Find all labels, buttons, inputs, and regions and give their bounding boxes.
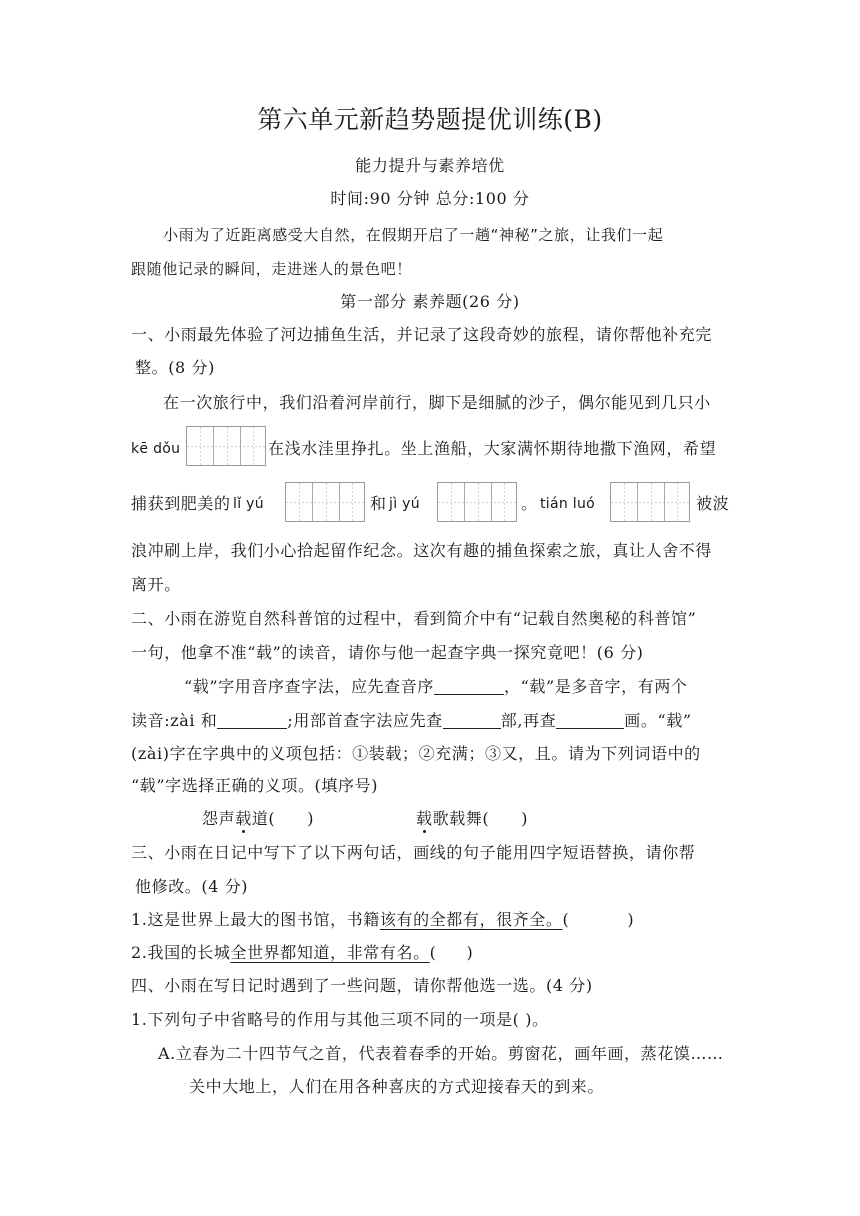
question-3-item: 2.我国的长城全世界都知道，非常有名。( ) (131, 943, 474, 962)
question-1-passage: 在一次旅行中，我们沿着河岸前行，脚下是细腻的沙子，偶尔能见到几只小 (163, 393, 711, 412)
question-3-item: 1.这是世界上最大的图书馆，书籍该有的全都有，很齐全。( ) (131, 910, 635, 929)
question-2-line: “载”字用音序查字法，应先查音序 ，“载”是多音字，有两个 (184, 677, 688, 696)
character-grid[interactable] (437, 482, 517, 522)
word-item: 载歌载舞( ) (416, 809, 529, 828)
question-2-line: 读音:zài 和 ;用部首查字法应先查 部,再查 画。“载” (131, 711, 692, 730)
question-1-passage: 被波 (696, 494, 730, 513)
character-grid[interactable] (285, 482, 365, 522)
character-grid[interactable] (186, 426, 266, 466)
question-3-stem: 三、小雨在日记中写下了以下两句话，画线的句子能用四字短语替换，请你帮 (131, 843, 696, 862)
question-1-passage: 在浅水洼里挣扎。坐上渔船，大家满怀期待地撒下渔网，希望 (268, 439, 717, 458)
question-4-stem: 四、小雨在写日记时遇到了一些问题，请你帮他选一选。(4 分) (131, 976, 593, 995)
answer-blank[interactable] (556, 710, 624, 729)
exam-meta: 时间:90 分钟 总分:100 分 (330, 189, 530, 208)
question-1-passage: 离开。 (131, 575, 181, 594)
question-2-stem: 二、小雨在游览自然科普馆的过程中，看到简介中有“记载自然奥秘的科普馆” (131, 609, 697, 628)
question-4-item: 1.下列句子中省略号的作用与其他三项不同的一项是( )。 (131, 1010, 549, 1029)
answer-blank[interactable] (217, 710, 287, 729)
question-2-line: (zài)字在字典中的义项包括：①装载；②充满；③又，且。请为下列词语中的 (131, 744, 701, 763)
question-1-passage: 和 (370, 494, 387, 513)
intro-line: 跟随他记录的瞬间，走进迷人的景色吧！ (131, 260, 412, 278)
question-1-stem: 整。(8 分) (135, 358, 215, 377)
question-1-passage: 。 (521, 494, 538, 513)
answer-blank[interactable] (434, 676, 504, 695)
underlined-phrase: 全世界都知道，非常有名。 (230, 943, 430, 962)
page-subtitle: 能力提升与素养培优 (355, 156, 505, 175)
question-1-stem: 一、小雨最先体验了河边捕鱼生活，并记录了这段奇妙的旅程，请你帮他补充完 (131, 325, 713, 344)
answer-blank[interactable] (443, 710, 501, 729)
question-1-passage: 浪冲刷上岸，我们小心拾起留作纪念。这次有趣的捕鱼探索之旅，真让人舍不得 (131, 541, 713, 560)
page-title: 第六单元新趋势题提优训练(B) (257, 105, 603, 134)
pinyin-prompt: kē dǒu (131, 441, 181, 457)
character-grid[interactable] (610, 482, 690, 522)
question-1-passage: 捕获到肥美的 (131, 494, 231, 513)
word-item: 怨声载道( ) (202, 809, 315, 828)
option-a: 关中大地上，人们在用各种喜庆的方式迎接春天的到来。 (189, 1077, 605, 1096)
intro-line: 小雨为了近距离感受大自然，在假期开启了一趟“神秘”之旅，让我们一起 (163, 226, 664, 244)
question-2-line: “载”字选择正确的义项。(填序号) (131, 776, 379, 795)
pinyin-prompt: tián luó (540, 496, 596, 512)
underlined-phrase: 该有的全都有，很齐全。 (379, 910, 563, 929)
option-a: A.立春为二十四节气之首，代表着春季的开始。剪窗花，画年画，蒸花馍…… (158, 1044, 724, 1063)
part-heading: 第一部分 素养题(26 分) (340, 292, 520, 311)
emphasis-char: 载 (416, 809, 433, 828)
question-2-stem: 一句，他拿不准“载”的读音，请你与他一起查字典一探究竟吧！(6 分) (131, 643, 644, 662)
emphasis-char: 载 (235, 809, 252, 828)
question-3-stem: 他修改。(4 分) (135, 877, 249, 896)
pinyin-prompt: jì yú (389, 496, 420, 512)
pinyin-prompt: lǐ yú (233, 496, 264, 512)
